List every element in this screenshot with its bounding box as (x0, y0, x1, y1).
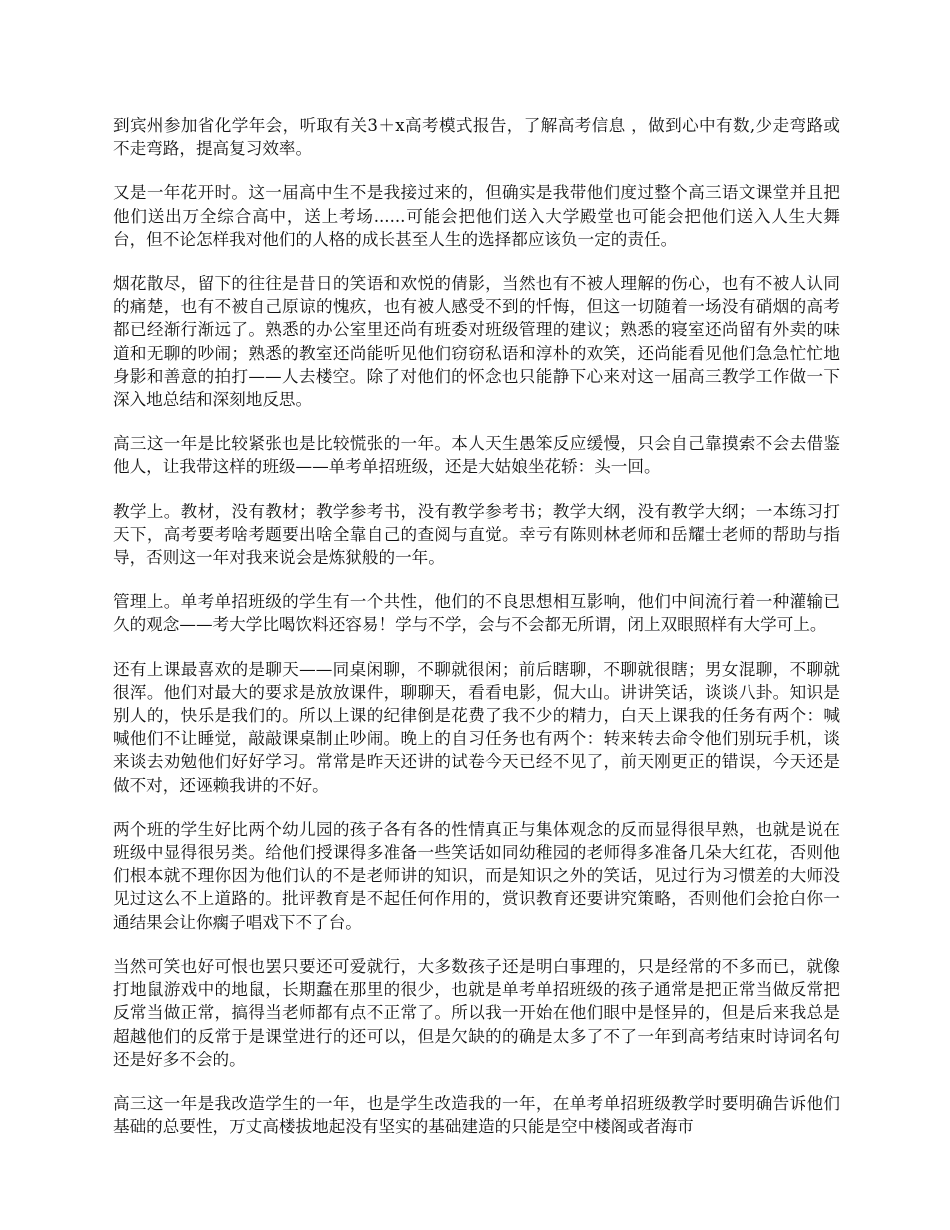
paragraph-4: 高三这一年是比较紧张也是比较慌张的一年。本人天生愚笨反应缓慢，只会自己靠摸索不会去借鉴他人，让我带这样的班级——单考单招班级，还是大姑娘坐花轿：头一回。 (113, 434, 840, 477)
paragraph-1: 到宾州参加省化学年会，听取有关3＋x高考模式报告，了解高考信息 ，做到心中有数,少走弯路或不走弯路，提高复习效率。 (113, 116, 840, 159)
paragraph-7: 还有上课最喜欢的是聊天——同桌闲聊，不聊就很闲；前后瞎聊，不聊就很瞎；男女混聊，不聊就很浑。他们对最大的要求是放放课件，聊聊天，看看电影，侃大山。讲讲笑话，谈谈八卦。知识是别人的，快乐是我们的。所以上课的纪律倒是花费了我不少的精力，白天上课我的任务有两个：喊喊他们不让睡觉，敲敲课桌制止吵闹。晚上的自习任务也有两个：转来转去命令他们别玩手机，谈来谈去劝勉他们好好学习。常常是昨天还讲的试卷今天已经不见了，前天刚更正的错误，今天还是做不对，还诬赖我讲的不好。 (113, 659, 840, 795)
paragraph-10: 高三这一年是我改造学生的一年，也是学生改造我的一年，在单考单招班级教学时要明确告诉他们基础的总要性，万丈高楼拔地起没有坚实的基础建造的只能是空中楼阁或者海市 (113, 1093, 840, 1137)
paragraph-9: 当然可笑也好可恨也罢只要还可爱就行，大多数孩子还是明白事理的，只是经常的不多而已，就像打地鼠游戏中的地鼠，长期蠢在那里的很少，也就是单考单招班级的孩子通常是把正常当做反常把反常当做正常，搞得当老师都有点不正常了。所以我一开始在他们眼中是怪异的，但是后来我总是超越他们的反常于是课堂进行的还可以，但是欠缺的的确是太多了不了一年到高考结束时诗词名句还是好多不会的。 (113, 956, 840, 1069)
paragraph-6: 管理上。单考单招班级的学生有一个共性，他们的不良思想相互影响，他们中间流行着一种灌输已久的观念——考大学比喝饮料还容易！学与不学，会与不会都无所谓，闭上双眼照样有大学可上。 (113, 592, 840, 635)
paragraph-5: 教学上。教材，没有教材；教学参考书，没有教学参考书；教学大纲，没有教学大纲；一本练习打天下，高考要考啥考题要出啥全靠自己的查阅与直觉。幸亏有陈则林老师和岳耀士老师的帮助与指导，否则这一年对我来说会是炼狱般的一年。 (113, 501, 840, 568)
paragraph-8: 两个班的学生好比两个幼儿园的孩子各有各的性情真正与集体观念的反而显得很早熟，也就是说在班级中显得很另类。给他们授课得多准备一些笑话如同幼稚园的老师得多准备几朵大红花，否则他们根本就不理你因为他们认的不是老师讲的知识，而是知识之外的笑话，见过行为习惯差的大师没见过这么不上道路的。批评教育是不起任何作用的，赏识教育还要讲究策略，否则他们会抢白你一通结果会让你瘸子唱戏下不了台。 (113, 819, 840, 932)
paragraph-3: 烟花散尽，留下的往往是昔日的笑语和欢悦的倩影，当然也有不被人理解的伤心，也有不被人认同的痛楚，也有不被自己原谅的愧疚，也有被人感受不到的忏悔，但这一切随着一场没有硝烟的高考都已经渐行渐远了。熟悉的办公室里还尚有班委对班级管理的建议；熟悉的寝室还尚留有外卖的味道和无聊的吵闹；熟悉的教室还尚能听见他们窃窃私语和淳朴的欢笑，还尚能看见他们急急忙忙地身影和善意的拍打——人去楼空。除了对他们的怀念也只能静下心来对这一届高三教学工作做一下深入地总结和深刻地反思。 (113, 274, 840, 410)
paragraph-2: 又是一年花开时。这一届高中生不是我接过来的，但确实是我带他们度过整个高三语文课堂并且把他们送出万全综合高中，送上考场......可能会把他们送入大学殿堂也可能会把他们送入人生大舞台，但不论怎样我对他们的人格的成长甚至人生的选择都应该负一定的责任。 (113, 183, 840, 249)
